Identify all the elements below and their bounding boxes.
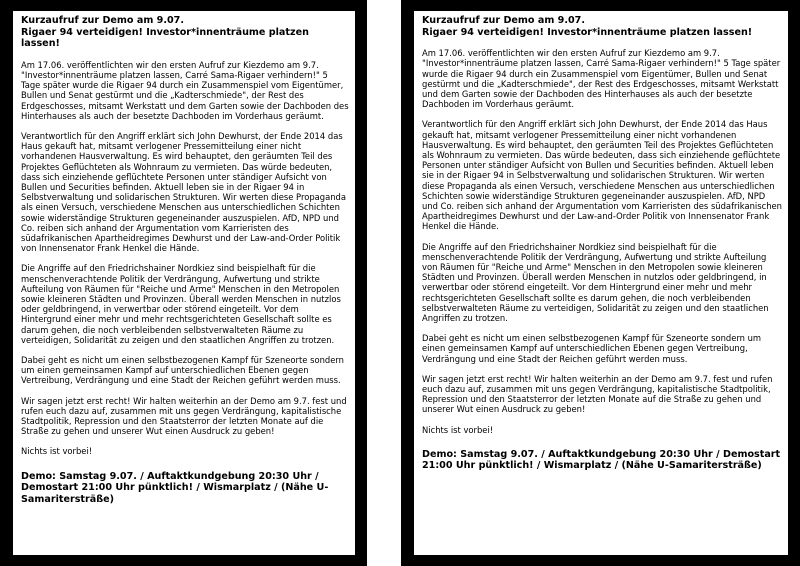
paragraph-2: Verantwortlich für den Angriff erklärt sich John Dewhurst, der Ende 2014 das Haus gekauft hat, mitsamt verlogener Pressemitteilung einer nicht vorhandenen Hausverwaltung. Es wird behauptet, den geräumten Teil des Projektes Geflüchteten als Wohnraum zu vermieten. Das würde bedeuten, dass sich einziehende geflüchtete Personen unter ständiger Aufsicht von Bullen und Securities befinden. Aktuell leben sie in der Rigaer 94 in Selbstverwaltung und solidarischen Strukturen. Wir werten diese Propaganda als einen Versuch, verschiedene Menschen aus unterschiedlichen Schichten sowie widerständige Strukturen gegeneinander auszuspielen. AfD, NPD und Co. reiben sich anhand der Argumentation vom Karrieristen des südafrikanischen Apartheidregimes Dewhurst und der Law-and-Order Politik von Innensenator Frank Henkel die Hände. xyxy=(422,119,782,232)
paragraph-4: Dabei geht es nicht um einen selbstbezogenen Kampf für Szeneorte sondern um einen gemeinsamen Kampf auf unterschiedlichen Ebenen gegen Vertreibung, Verdrängung und eine Stadt der Reichen geführt werden muss. xyxy=(21,355,344,386)
paragraph-5: Wir sagen jetzt erst recht! Wir halten weiterhin an der Demo am 9.7. fest und rufen euch dazu auf, zusammen mit uns gegen Verdrängung, kapitalistische Stadtpolitik, Repression und den Staatsterror der letzten Monate auf die Straße zu gehen und unserer Wut einen Ausdruck zu geben! xyxy=(21,395,347,437)
title-line-1: Kurzaufruf zur Demo am 9.07. xyxy=(422,15,585,26)
paragraph-1: Am 17.06. veröffentlichten wir den ersten Aufruf zur Kiezdemo am 9.7. "Investor*innenträume platzen lassen, Carré Sama-Rigaer verhindern!" 5 Tage später wurde die Rigaer 94 durch ein Zusammenspiel vom Eigentümer, Bullen und Senat gestürmt und die „Kadterschmiede", der Rest des Erdgeschosses, mitsamt Werkstatt und dem Garten sowie der Dachboden des Hinterhauses als auch der besetzte Dachboden im Vorderhaus geräumt. xyxy=(422,48,781,110)
flyer-page-right xyxy=(401,0,800,566)
paragraph-2: Verantwortlich für den Angriff erklärt sich John Dewhurst, der Ende 2014 das Haus gekauft hat, mitsamt verlogener Pressemitteilung einer nicht vorhandenen Hausverwaltung. Es wird behauptet, den geräumten Teil des Projektes Geflüchteten als Wohnraum zu vermieten. Das würde bedeuten, dass sich einziehende geflüchtete Personen unter ständiger Aufsicht von Bullen und Securities befinden. Aktuell leben sie in der Rigaer 94 in Selbstverwaltung und solidarischen Strukturen. Wir werten diese Propaganda als einen Versuch, verschiedene Menschen aus unterschiedlichen Schichten sowie widerständige Strukturen gegeneinander auszuspielen. AfD, NPD und Co. reiben sich anhand der Argumentation vom Karrieristen des südafrikanischen Apartheidregimes Dewhurst und der Law-and-Order Politik von Innensenator Frank Henkel die Hände. xyxy=(21,131,346,254)
paragraph-1: Am 17.06. veröffentlichten wir den ersten Aufruf zur Kiezdemo am 9.7. "Investor*innenträume platzen lassen, Carré Sama-Rigaer verhindern!" 5 Tage später wurde die Rigaer 94 durch ein Zusammenspiel vom Eigentümer, Bullen und Senat gestürmt und die „Kadterschmiede", der Rest des Erdgeschosses, mitsamt Werkstatt und dem Garten sowie der Dachboden des Hinterhauses als auch der besetzte Dachboden im Vorderhaus geräumt. xyxy=(21,59,349,121)
title-line-2: Rigaer 94 verteidigen! Investor*innenträume platzen lassen! xyxy=(21,26,309,50)
flyer-footer: Demo: Samstag 9.07. / Auftaktkundgebung 20:30 Uhr / Demostart 21:00 Uhr pünktlich! / Wismarplatz / (Nähe U-Samaritersträße) xyxy=(21,470,329,505)
flyer-page-left xyxy=(0,0,367,566)
paragraph-3: Die Angriffe auf den Friedrichshainer Nordkiez sind beispielhaft für die menschenverachtende Politik der Verdrängung, Aufwertung und strikte Aufteilung von Räumen für "Reiche und Arme" Menschen in den Metropolen sowie kleineren Städten und Provinzen. Überall werden Menschen in nutzlos oder geldbringend, in verwertbar oder störend eingeteilt. Vor dem Hintergrund einer mehr und mehr rechtsgerichteten Gesellschaft sollte es darum gehen, die noch verbleibenden selbstverwalteten Räume zu verteidigen, Solidarität zu zeigen und den staatlichen Angriffen zu trotzen. xyxy=(422,241,769,324)
flyer-footer: Demo: Samstag 9.07. / Auftaktkundgebung 20:30 Uhr / Demostart 21:00 Uhr pünktlich! / Wismarplatz / (Nähe U-Samaritersträße) xyxy=(422,448,781,472)
title-line-1: Kurzaufruf zur Demo am 9.07. xyxy=(21,15,184,26)
title-line-2: Rigaer 94 verteidigen! Investor*innenträume platzen lassen! xyxy=(422,26,753,38)
paragraph-6: Nichts ist vorbei! xyxy=(422,424,494,435)
paragraph-6: Nichts ist vorbei! xyxy=(21,446,93,457)
paragraph-3: Die Angriffe auf den Friedrichshainer Nordkiez sind beispielhaft für die menschenverachtende Politik der Verdrängung, Aufwertung und strikte Aufteilung von Räumen für "Reiche und Arme" Menschen in den Metropolen sowie kleineren Städten und Provinzen. Überall werden Menschen in nutzlos oder geldbringend, in verwertbar oder störend eingeteilt. Vor dem Hintergrund einer mehr und mehr rechtsgerichteten Gesellschaft sollte es darum gehen, die noch verbleibenden selbstverwalteten Räume zu verteidigen, Solidarität zu zeigen und den staatlichen Angriffen zu trotzen. xyxy=(21,263,341,345)
paragraph-4: Dabei geht es nicht um einen selbstbezogenen Kampf für Szeneorte sondern um einen gemeinsamen Kampf auf unterschiedlichen Ebenen gegen Vertreibung, Verdrängung und eine Stadt der Reichen geführt werden muss. xyxy=(422,333,762,364)
flyer-title xyxy=(422,15,782,38)
flyer-sheet-left xyxy=(13,11,355,555)
flyer-title xyxy=(21,15,349,50)
paragraph-5: Wir sagen jetzt erst recht! Wir halten weiterhin an der Demo am 9.7. fest und rufen euch dazu auf, zusammen mit uns gegen Verdrängung, kapitalistische Stadtpolitik, Repression und den Staatsterror der letzten Monate auf die Straße zu gehen und unserer Wut einen Ausdruck zu geben! xyxy=(422,373,773,415)
flyer-sheet-right xyxy=(414,11,788,555)
